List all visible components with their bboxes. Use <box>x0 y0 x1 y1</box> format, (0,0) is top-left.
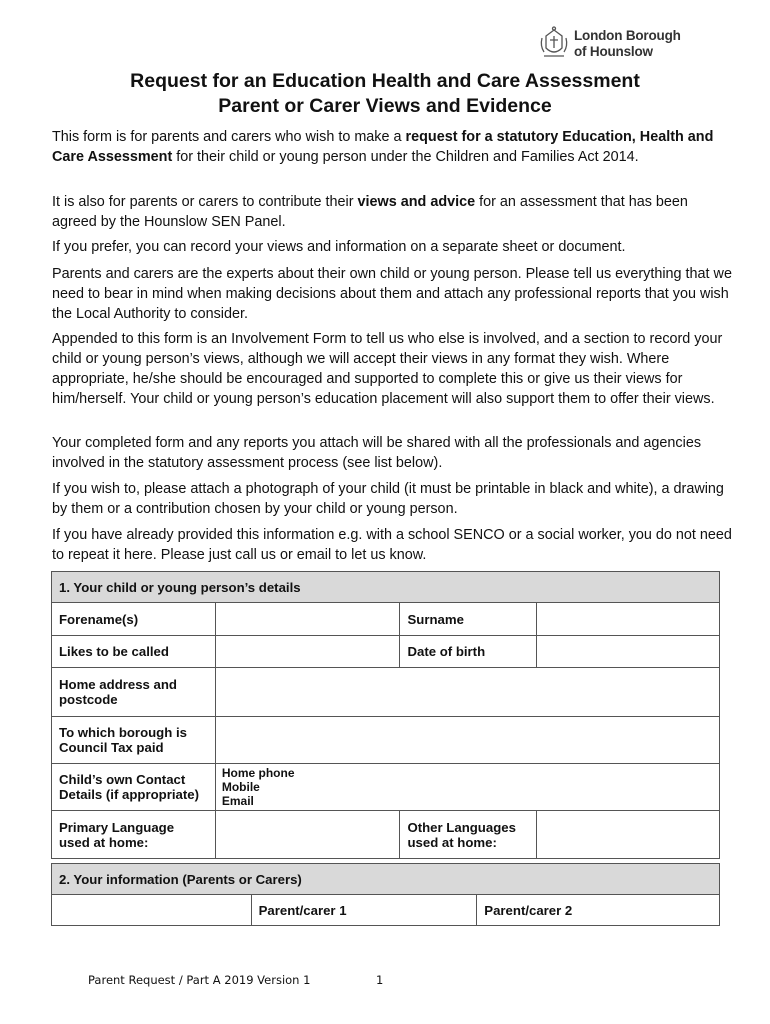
email-label: Email <box>221 794 254 808</box>
home-address-field[interactable] <box>215 668 719 717</box>
parent-row-label-cell <box>52 895 252 926</box>
section2-header: 2. Your information (Parents or Carers) <box>52 864 720 895</box>
section1-header: 1. Your child or young person’s details <box>52 572 720 603</box>
council-logo <box>538 24 688 64</box>
crest-icon <box>538 26 570 62</box>
intro-paragraph-2: It is also for parents or carers to contribute their views and advice for an assessment that has been agreed by the Hounslow SEN Panel. <box>52 194 688 230</box>
contact-details-field[interactable] <box>215 764 719 811</box>
date-of-birth-field[interactable] <box>537 636 720 668</box>
primary-language-label: Primary Language used at home: <box>52 811 216 859</box>
primary-language-field[interactable] <box>215 811 400 859</box>
contact-details-label: Child’s own Contact Details (if appropriate) <box>52 764 216 811</box>
date-of-birth-label: Date of birth <box>400 636 537 668</box>
intro-paragraph-3: If you prefer, you can record your views and information on a separate sheet or document. <box>52 239 626 255</box>
surname-label: Surname <box>400 603 537 636</box>
parent-carer-2-label: Parent/carer 2 <box>477 895 720 926</box>
other-languages-label: Other Languages used at home: <box>400 811 537 859</box>
mobile-label: Mobile <box>221 780 260 794</box>
page-number: 1 <box>376 973 384 987</box>
council-name <box>574 28 681 60</box>
footer-version: Parent Request / Part A 2019 Version 1 <box>88 973 311 987</box>
forename-label: Forename(s) <box>52 603 216 636</box>
document-title: Request for an Education Health and Care Assessment <box>130 70 640 92</box>
council-name-line2: of Hounslow <box>574 44 653 59</box>
parent-carer-1-label: Parent/carer 1 <box>251 895 477 926</box>
intro-paragraph-4: Parents and carers are the experts about their own child or young person. Please tell us everything that we need to bear in mind when making decisions about them and attach any professional reports that you wish the Local Authority to consider. <box>52 266 732 322</box>
intro-paragraph-1: This form is for parents and carers who wish to make a request for a statutory Education, Health and Care Assessment for their child or young person under the Children and Families Act 2014. <box>52 129 714 165</box>
council-tax-borough-label: To which borough is Council Tax paid <box>52 717 216 764</box>
likes-to-be-called-label: Likes to be called <box>52 636 216 668</box>
council-tax-borough-field[interactable] <box>215 717 719 764</box>
child-details-table <box>51 571 720 859</box>
intro-paragraph-7: If you wish to, please attach a photograph of your child (it must be printable in black and white), a drawing by them or a contribution chosen by your child or young person. <box>52 481 724 517</box>
intro-paragraph-5: Appended to this form is an Involvement Form to tell us who else is involved, and a section to record your child or young person’s views, although we will accept their views in any format they wish. Where appropriate, he/she should be encouraged and supported to complete this or give us their views for him/herself. Your child or young person’s education placement will also support them to offer their views. <box>52 331 723 407</box>
surname-field[interactable] <box>537 603 720 636</box>
forename-field[interactable] <box>215 603 400 636</box>
other-languages-field[interactable] <box>537 811 720 859</box>
home-phone-label: Home phone <box>221 766 295 780</box>
likes-to-be-called-field[interactable] <box>215 636 400 668</box>
home-address-label: Home address and postcode <box>52 668 216 717</box>
parent-info-table <box>51 863 720 926</box>
intro-paragraph-8: If you have already provided this information e.g. with a school SENCO or a social worker, you do not need to repeat it here. Please just call us or email to let us know. <box>52 527 732 563</box>
intro-paragraph-6: Your completed form and any reports you attach will be shared with all the professionals and agencies involved in the statutory assessment process (see list below). <box>52 435 702 471</box>
council-name-line1: London Borough <box>574 28 681 43</box>
document-subtitle: Parent or Carer Views and Evidence <box>218 95 552 117</box>
